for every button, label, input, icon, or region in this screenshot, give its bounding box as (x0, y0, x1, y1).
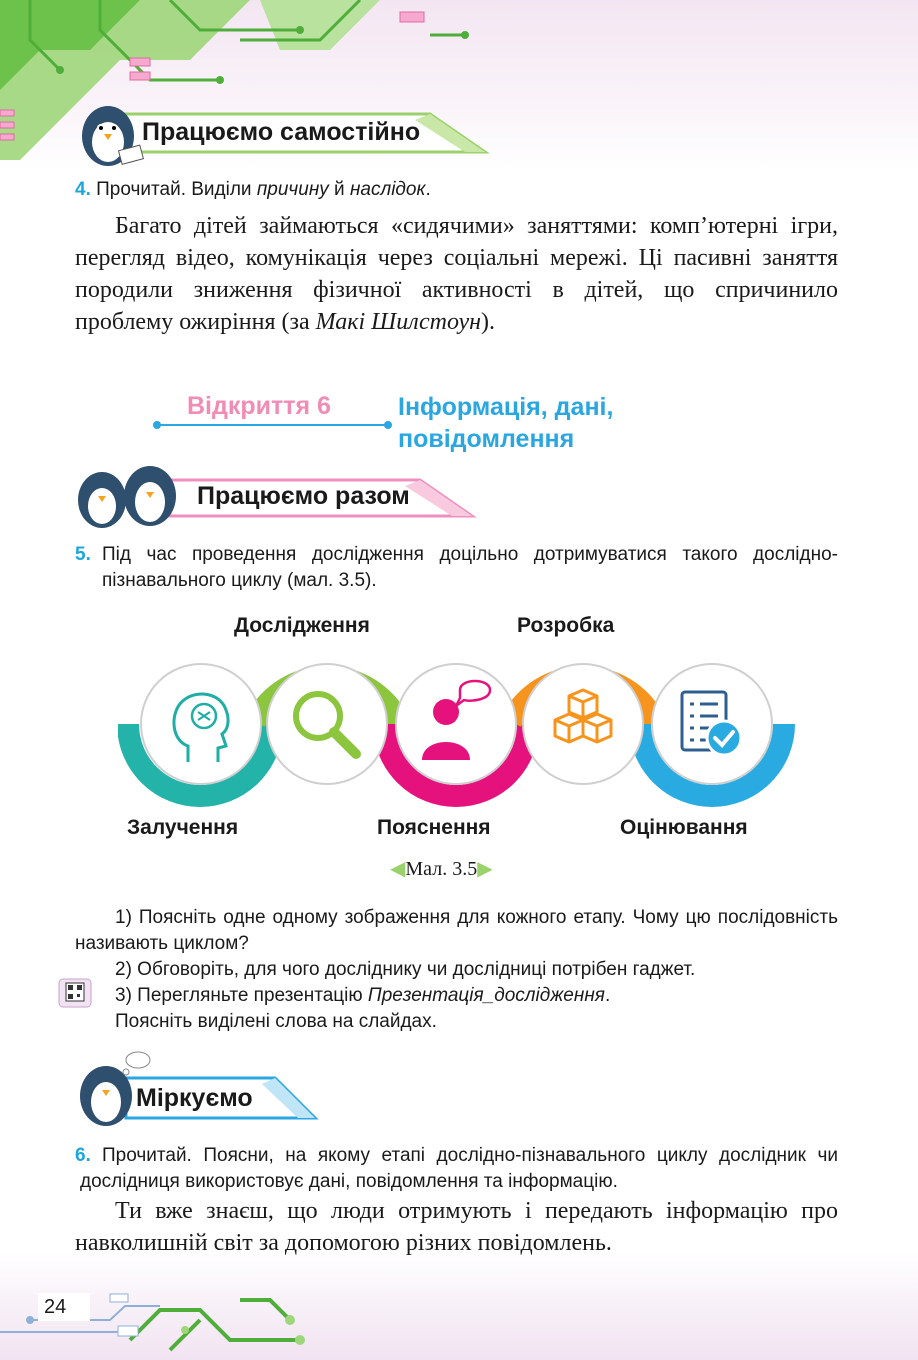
task-5 (75, 542, 838, 594)
banner-independent-label: Працюємо самостійно (142, 118, 421, 146)
two-penguins-icon (78, 466, 176, 528)
task-4-cause: причину (256, 179, 329, 200)
banner-independent (70, 100, 490, 166)
question-3b: Поясніть виділені слова на слайдах. (115, 1011, 437, 1032)
page-number: 24 (38, 1293, 90, 1321)
question-2: 2) Обговоріть, для чого досліднику чи дослідниці потрібен гаджет. (115, 959, 696, 980)
discovery-title-line2: повідомлення (398, 425, 575, 453)
paragraph-sedentary (75, 210, 838, 338)
banner-together-label: Працюємо разом (197, 482, 410, 510)
question-3-text: 3) Перегляньте презентацію (115, 985, 368, 1006)
question-3 (115, 983, 610, 1009)
cycle-label-evaluation: Оцінювання (620, 816, 748, 839)
cycle-label-engagement: Залучення (127, 816, 239, 839)
paragraph-sedentary-end: ). (481, 309, 496, 335)
paragraph-sedentary-author: Макі Шилстоун (315, 309, 482, 335)
discovery-title (398, 391, 613, 455)
task-4-effect: наслідок (349, 179, 426, 200)
research-cycle-diagram (118, 650, 798, 810)
cycle-label-explanation: Пояснення (377, 816, 491, 839)
caption-left-arrow-icon: ◀ (390, 858, 406, 880)
figure-caption (390, 856, 493, 881)
presentation-link[interactable]: Презентація_дослідження (367, 985, 605, 1006)
task-6-number: 6. (75, 1145, 91, 1166)
question-1: 1) Поясніть одне одному зображення для кожного етапу. Чому цю послідовність називають циклом? (75, 907, 838, 954)
task-4-end: . (425, 179, 431, 200)
task-4 (75, 177, 838, 203)
task-6-text: Прочитай. Поясни, на якому етапі дослідно-пізнавального циклу дослідник чи дослідниця використовує дані, повідомлення та інформацію. (80, 1145, 838, 1192)
task-4-number: 4. (75, 179, 91, 200)
paragraph-information: Ти вже знаєш, що люди отримують і передають інформацію про навколишній світ за допомогою різних повідомлень. (75, 1198, 838, 1256)
caption-right-arrow-icon: ▶ (477, 858, 493, 880)
question-3-end: . (604, 985, 611, 1006)
task-4-conj: й (328, 179, 350, 200)
banner-think (70, 1050, 330, 1130)
task-4-text: Прочитай. Виділи (96, 179, 257, 200)
task-6 (75, 1143, 838, 1195)
qr-code-icon (58, 978, 92, 1008)
banner-think-label: Міркуємо (136, 1084, 253, 1112)
discovery-title-line1: Інформація, дані, (398, 393, 614, 421)
banner-together (70, 460, 480, 530)
task-5-number: 5. (75, 544, 91, 565)
cycle-label-research: Дослідження (234, 614, 370, 637)
caption-text: Мал. 3.5 (405, 858, 478, 880)
paragraph-sedentary-text: Багато дітей займаються «сидячими» заняттями: комп’ютерні ігри, перегляд відео, комунікація через соціальні мережі. Ці пасивні заняття породили зниження фізичної активності в дітей, що спричинило проблему ожиріння (за (75, 213, 838, 335)
discovery-label: Відкриття 6 (187, 392, 331, 420)
cycle-label-development: Розробка (517, 614, 615, 637)
task-5-text: Під час проведення дослідження доцільно дотримуватися такого дослідно-пізнавального циклу (мал. 3.5). (102, 544, 838, 591)
circuit-decoration-bottom (0, 1270, 918, 1360)
